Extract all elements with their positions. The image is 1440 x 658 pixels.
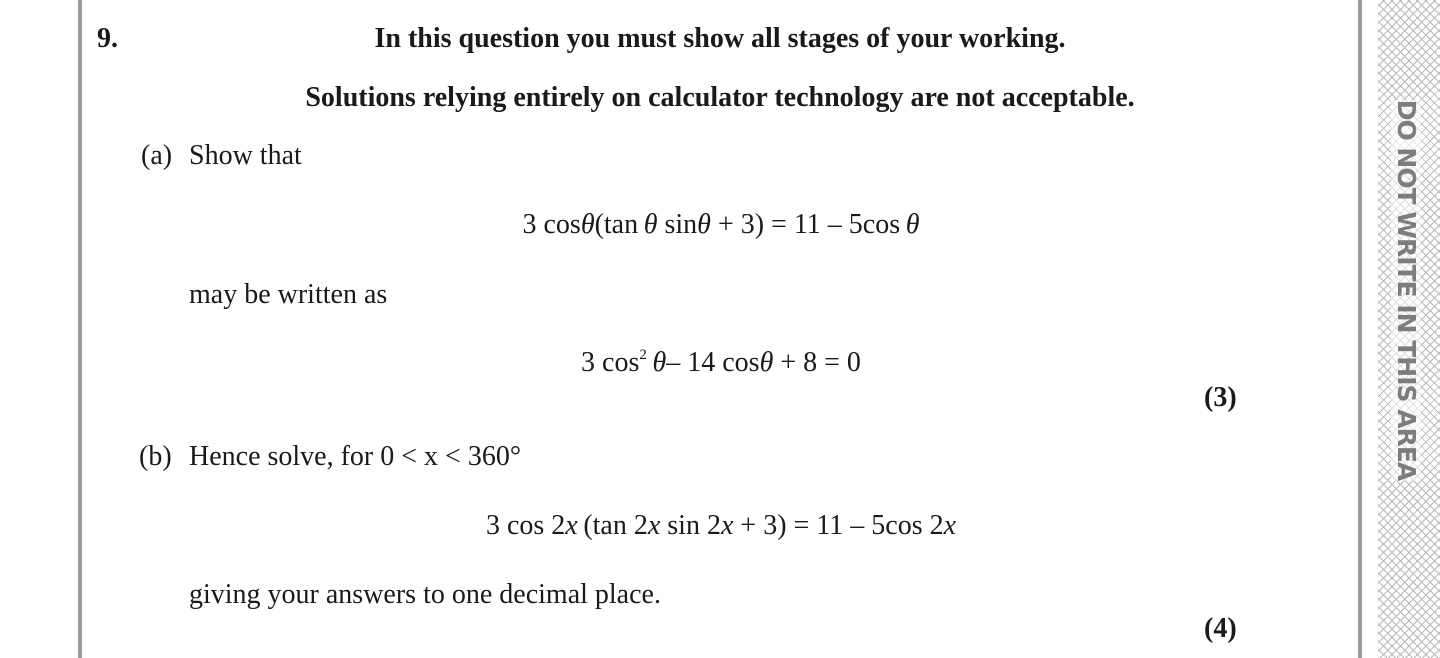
right-border-rule bbox=[1358, 0, 1362, 658]
equation-a-result: 3 $\cos^2 \theta-$ 14 cosθ + 8 = 0 bbox=[581, 347, 861, 378]
left-border-rule bbox=[78, 0, 82, 658]
instruction-working: In this question you must show all stages of your working. bbox=[374, 23, 1066, 54]
question-number: 9. bbox=[97, 23, 118, 54]
part-a-marks: (3) bbox=[1204, 382, 1237, 413]
part-b-connector: giving your answers to one decimal place. bbox=[189, 579, 661, 610]
margin-warning-text: DO NOT WRITE IN THIS AREA bbox=[1392, 99, 1421, 481]
part-b-marks: (4) bbox=[1204, 613, 1237, 644]
equation-a-given: 3 cosθ(tan θ sinθ + 3) = 11 – 5cos θ bbox=[522, 209, 920, 240]
part-a-connector: may be written as bbox=[189, 279, 388, 310]
part-b-prompt: Hence solve, for 0 < x < 360° bbox=[189, 441, 522, 472]
part-b-label: (b) bbox=[139, 441, 172, 472]
equation-b: 3 cos 2x (tan 2x sin 2x + 3) = 11 – 5cos 2x bbox=[485, 510, 957, 541]
part-a-label: (a) bbox=[141, 140, 173, 171]
part-a-prompt: Show that bbox=[189, 140, 302, 171]
instruction-calculator: Solutions relying entirely on calculator technology are not acceptable. bbox=[305, 82, 1135, 113]
